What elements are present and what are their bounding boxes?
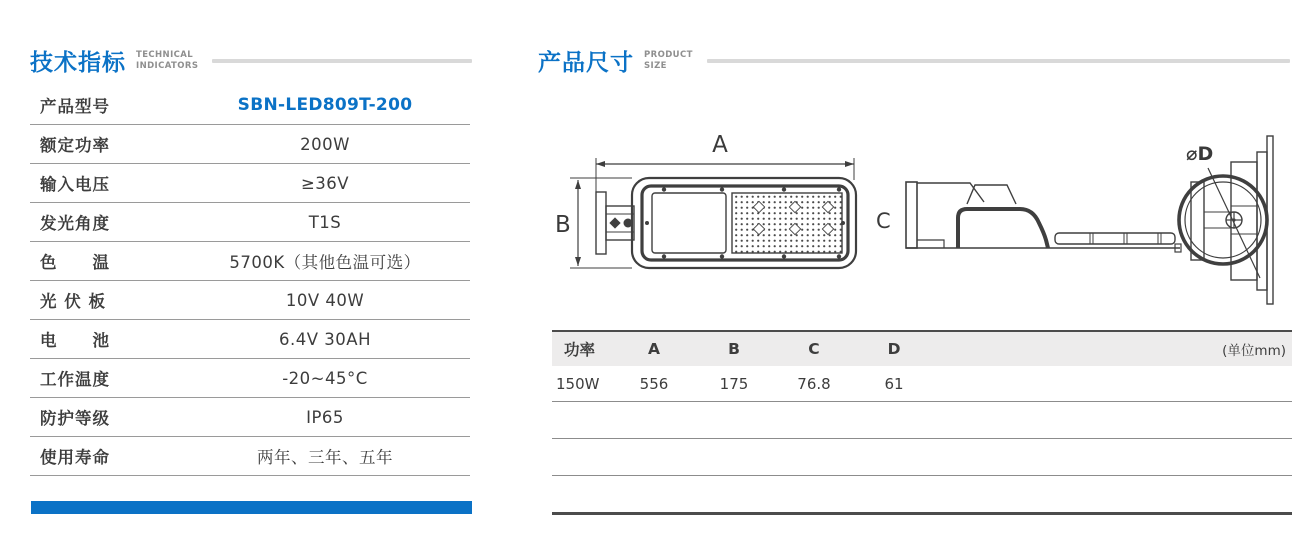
dim-label-a: A — [712, 132, 728, 158]
spec-value: -20~45°C — [282, 368, 368, 388]
col-header-b: B — [728, 340, 740, 358]
cell-power: 150W — [556, 374, 600, 393]
table-row — [30, 164, 470, 203]
table-row-empty — [552, 439, 1292, 476]
dim-label-c: C — [876, 209, 891, 233]
spec-label: 色 温 — [40, 253, 110, 272]
header-divider-line — [212, 59, 472, 63]
col-header-power: 功率 — [564, 341, 596, 359]
cell-b: 175 — [719, 374, 749, 393]
table-row — [30, 398, 470, 437]
spec-value: IP65 — [306, 407, 344, 427]
side-view-drawing — [872, 170, 1190, 266]
col-header-d: D — [887, 340, 901, 358]
top-view-drawing — [552, 128, 864, 308]
product-model-value: SBN-LED809T-200 — [237, 95, 413, 115]
spec-label: 产品型号 — [40, 97, 110, 116]
unit-note: (单位mm) — [1222, 343, 1286, 359]
spec-table — [30, 86, 470, 476]
technical-indicators-subtitle: TECHNICAL INDICATORS — [136, 49, 199, 71]
technical-indicators-header — [30, 44, 472, 77]
spec-value: 200W — [300, 134, 350, 154]
table-row — [30, 281, 470, 320]
product-size-header — [538, 44, 1290, 77]
header-divider-line — [707, 59, 1290, 63]
table-row — [30, 203, 470, 242]
spec-label: 使用寿命 — [40, 448, 110, 467]
table-row-empty — [552, 402, 1292, 439]
spec-value: 5700K（其他色温可选） — [229, 253, 421, 272]
table-row-empty — [552, 476, 1292, 515]
blue-accent-bar — [31, 501, 472, 514]
spec-label: 工作温度 — [40, 370, 110, 389]
table-row — [552, 366, 1292, 402]
spec-label: 发光角度 — [40, 214, 110, 233]
dimension-table — [552, 330, 1292, 515]
table-row — [30, 359, 470, 398]
cell-c: 76.8 — [797, 374, 831, 393]
table-row — [30, 437, 470, 476]
dim-label-d: ⌀D — [1186, 143, 1214, 165]
spec-label: 额定功率 — [40, 136, 110, 155]
spec-value: ≥36V — [300, 173, 350, 193]
dim-label-b: B — [555, 212, 571, 238]
col-header-c: C — [808, 340, 820, 358]
cell-a: 556 — [639, 374, 669, 393]
spec-label: 电 池 — [40, 331, 110, 350]
spec-label: 防护等级 — [40, 409, 110, 428]
spec-value: 两年、三年、五年 — [257, 448, 393, 467]
spec-label: 输入电压 — [40, 175, 110, 194]
col-header-a: A — [648, 340, 660, 358]
product-size-subtitle: PRODUCT SIZE — [644, 49, 693, 71]
table-row — [30, 242, 470, 281]
table-row — [30, 320, 470, 359]
end-view-drawing — [1174, 126, 1292, 314]
spec-value: 10V 40W — [285, 290, 365, 310]
table-row — [30, 125, 470, 164]
cell-d: 61 — [884, 374, 904, 393]
spec-value: T1S — [308, 212, 342, 232]
dimension-table-header — [552, 332, 1292, 366]
spec-label: 光 伏 板 — [40, 292, 106, 311]
product-size-title: 产品尺寸 — [538, 50, 634, 76]
spec-value: 6.4V 30AH — [279, 329, 371, 349]
table-row — [30, 86, 470, 125]
technical-indicators-title: 技术指标 — [30, 50, 126, 76]
